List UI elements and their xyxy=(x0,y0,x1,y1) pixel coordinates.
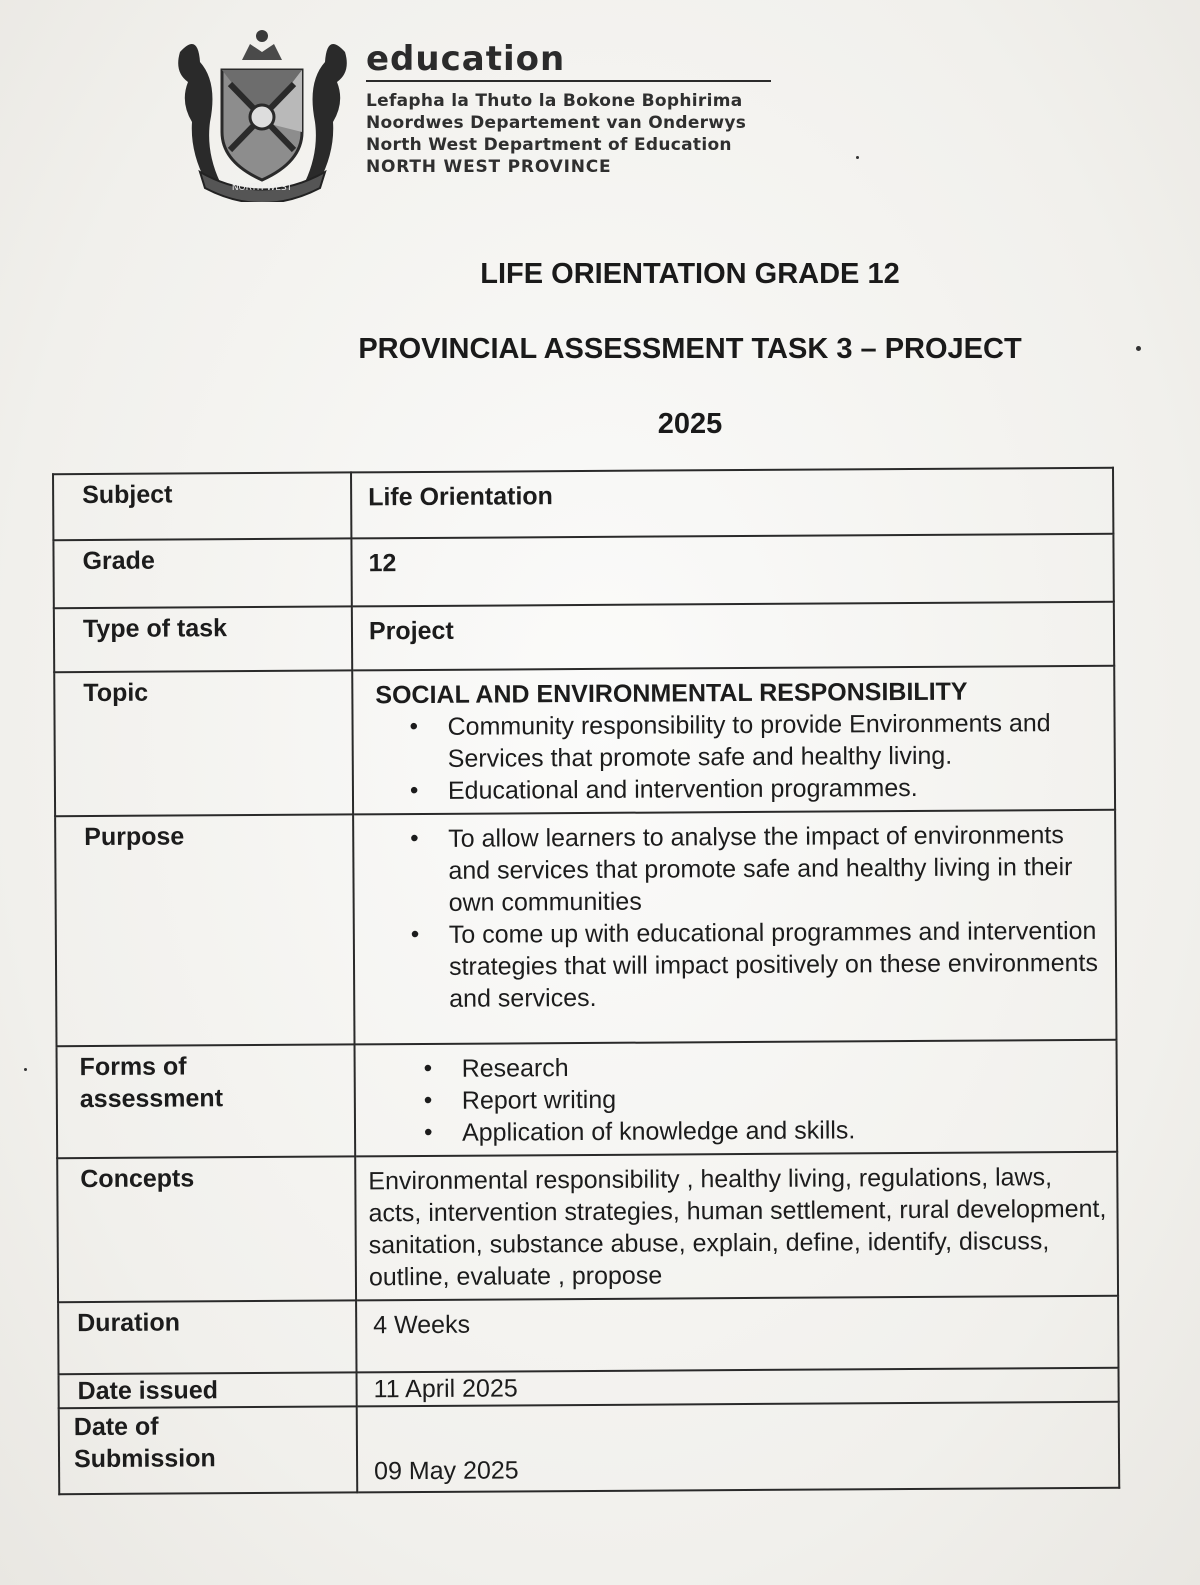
document-subtitle: PROVINCIAL ASSESSMENT TASK 3 – PROJECT xyxy=(358,333,1022,365)
purpose-points xyxy=(370,819,1105,1015)
subject-label: Subject xyxy=(53,472,351,540)
list-item: • To allow learners to analyse the impact of environments and services that promote safe and healthy living in their own communities xyxy=(448,819,1105,919)
forms-of-assessment-value xyxy=(355,1040,1118,1157)
scan-speck xyxy=(1136,346,1141,351)
document-title: LIFE ORIENTATION GRADE 12 xyxy=(480,258,900,290)
table-row xyxy=(57,1040,1118,1158)
subject-value: Life Orientation xyxy=(351,468,1113,539)
table-row xyxy=(54,666,1115,816)
department-line-setswana: Lefapha la Thuto la Bokone Bophirima xyxy=(366,91,743,111)
department-block xyxy=(366,40,786,178)
type-of-task-label: Type of task xyxy=(54,606,352,672)
forms-label-line1: Forms of xyxy=(79,1052,187,1082)
department-line-afrikaans: Noordwes Departement van Onderwys xyxy=(366,113,747,133)
table-row xyxy=(53,534,1113,608)
table-row xyxy=(59,1402,1120,1494)
table-row xyxy=(57,1152,1118,1302)
submission-label-line2: Submission xyxy=(73,1444,216,1474)
forms-label-line2: assessment xyxy=(79,1084,224,1114)
list-item: • Application of knowledge and skills. xyxy=(462,1113,1106,1149)
table-row xyxy=(58,1296,1118,1374)
date-issued-value: 11 April 2025 xyxy=(357,1368,1119,1407)
topic-label: Topic xyxy=(54,670,353,816)
purpose-value xyxy=(353,810,1116,1045)
grade-label: Grade xyxy=(53,538,351,608)
table-row xyxy=(53,468,1113,540)
list-item: • Report writing xyxy=(462,1081,1106,1117)
department-line-english: North West Department of Education xyxy=(366,135,732,155)
type-of-task-value: Project xyxy=(352,602,1114,671)
purpose-label: Purpose xyxy=(55,814,354,1046)
department-title: education xyxy=(366,39,566,79)
list-item: • To come up with educational programmes and intervention strategies that will impact positively on these environments and services. xyxy=(449,915,1106,1015)
forms-points xyxy=(372,1049,1107,1149)
task-details-table xyxy=(52,467,1120,1495)
list-item: • Community responsibility to provide Environments and Services that promote safe and healthy living. xyxy=(447,707,1103,775)
crest-motto: NORTH WEST xyxy=(231,183,293,193)
date-of-submission-value: 09 May 2025 xyxy=(357,1402,1120,1493)
date-of-submission-label xyxy=(59,1406,358,1494)
list-item: • Research xyxy=(462,1049,1106,1085)
submission-label-line1: Date of xyxy=(73,1412,159,1442)
list-item: • Educational and intervention programmes. xyxy=(448,771,1104,807)
topic-points xyxy=(369,707,1104,807)
concepts-label: Concepts xyxy=(57,1156,356,1302)
duration-value: 4 Weeks xyxy=(356,1296,1118,1373)
document-year: 2025 xyxy=(657,408,723,440)
scan-speck xyxy=(24,1068,27,1071)
concepts-value: Environmental responsibility , healthy living, regulations, laws, acts, intervention strategies, human settlement, rural development, sanitation, substance abuse, explain, define, identify, discuss, outline, evaluate , propose xyxy=(355,1152,1118,1301)
table-row xyxy=(54,602,1114,672)
department-province: NORTH WEST PROVINCE xyxy=(366,157,612,177)
topic-title: SOCIAL AND ENVIRONMENTAL RESPONSIBILITY xyxy=(375,677,968,710)
department-rule xyxy=(366,80,771,82)
coat-of-arms-icon xyxy=(170,22,355,202)
grade-value: 12 xyxy=(351,534,1113,607)
table-row xyxy=(55,810,1116,1046)
scan-speck xyxy=(856,156,859,159)
forms-of-assessment-label xyxy=(57,1044,356,1158)
duration-label: Duration xyxy=(58,1300,356,1374)
topic-value xyxy=(352,666,1115,815)
date-issued-label: Date issued xyxy=(59,1372,357,1408)
